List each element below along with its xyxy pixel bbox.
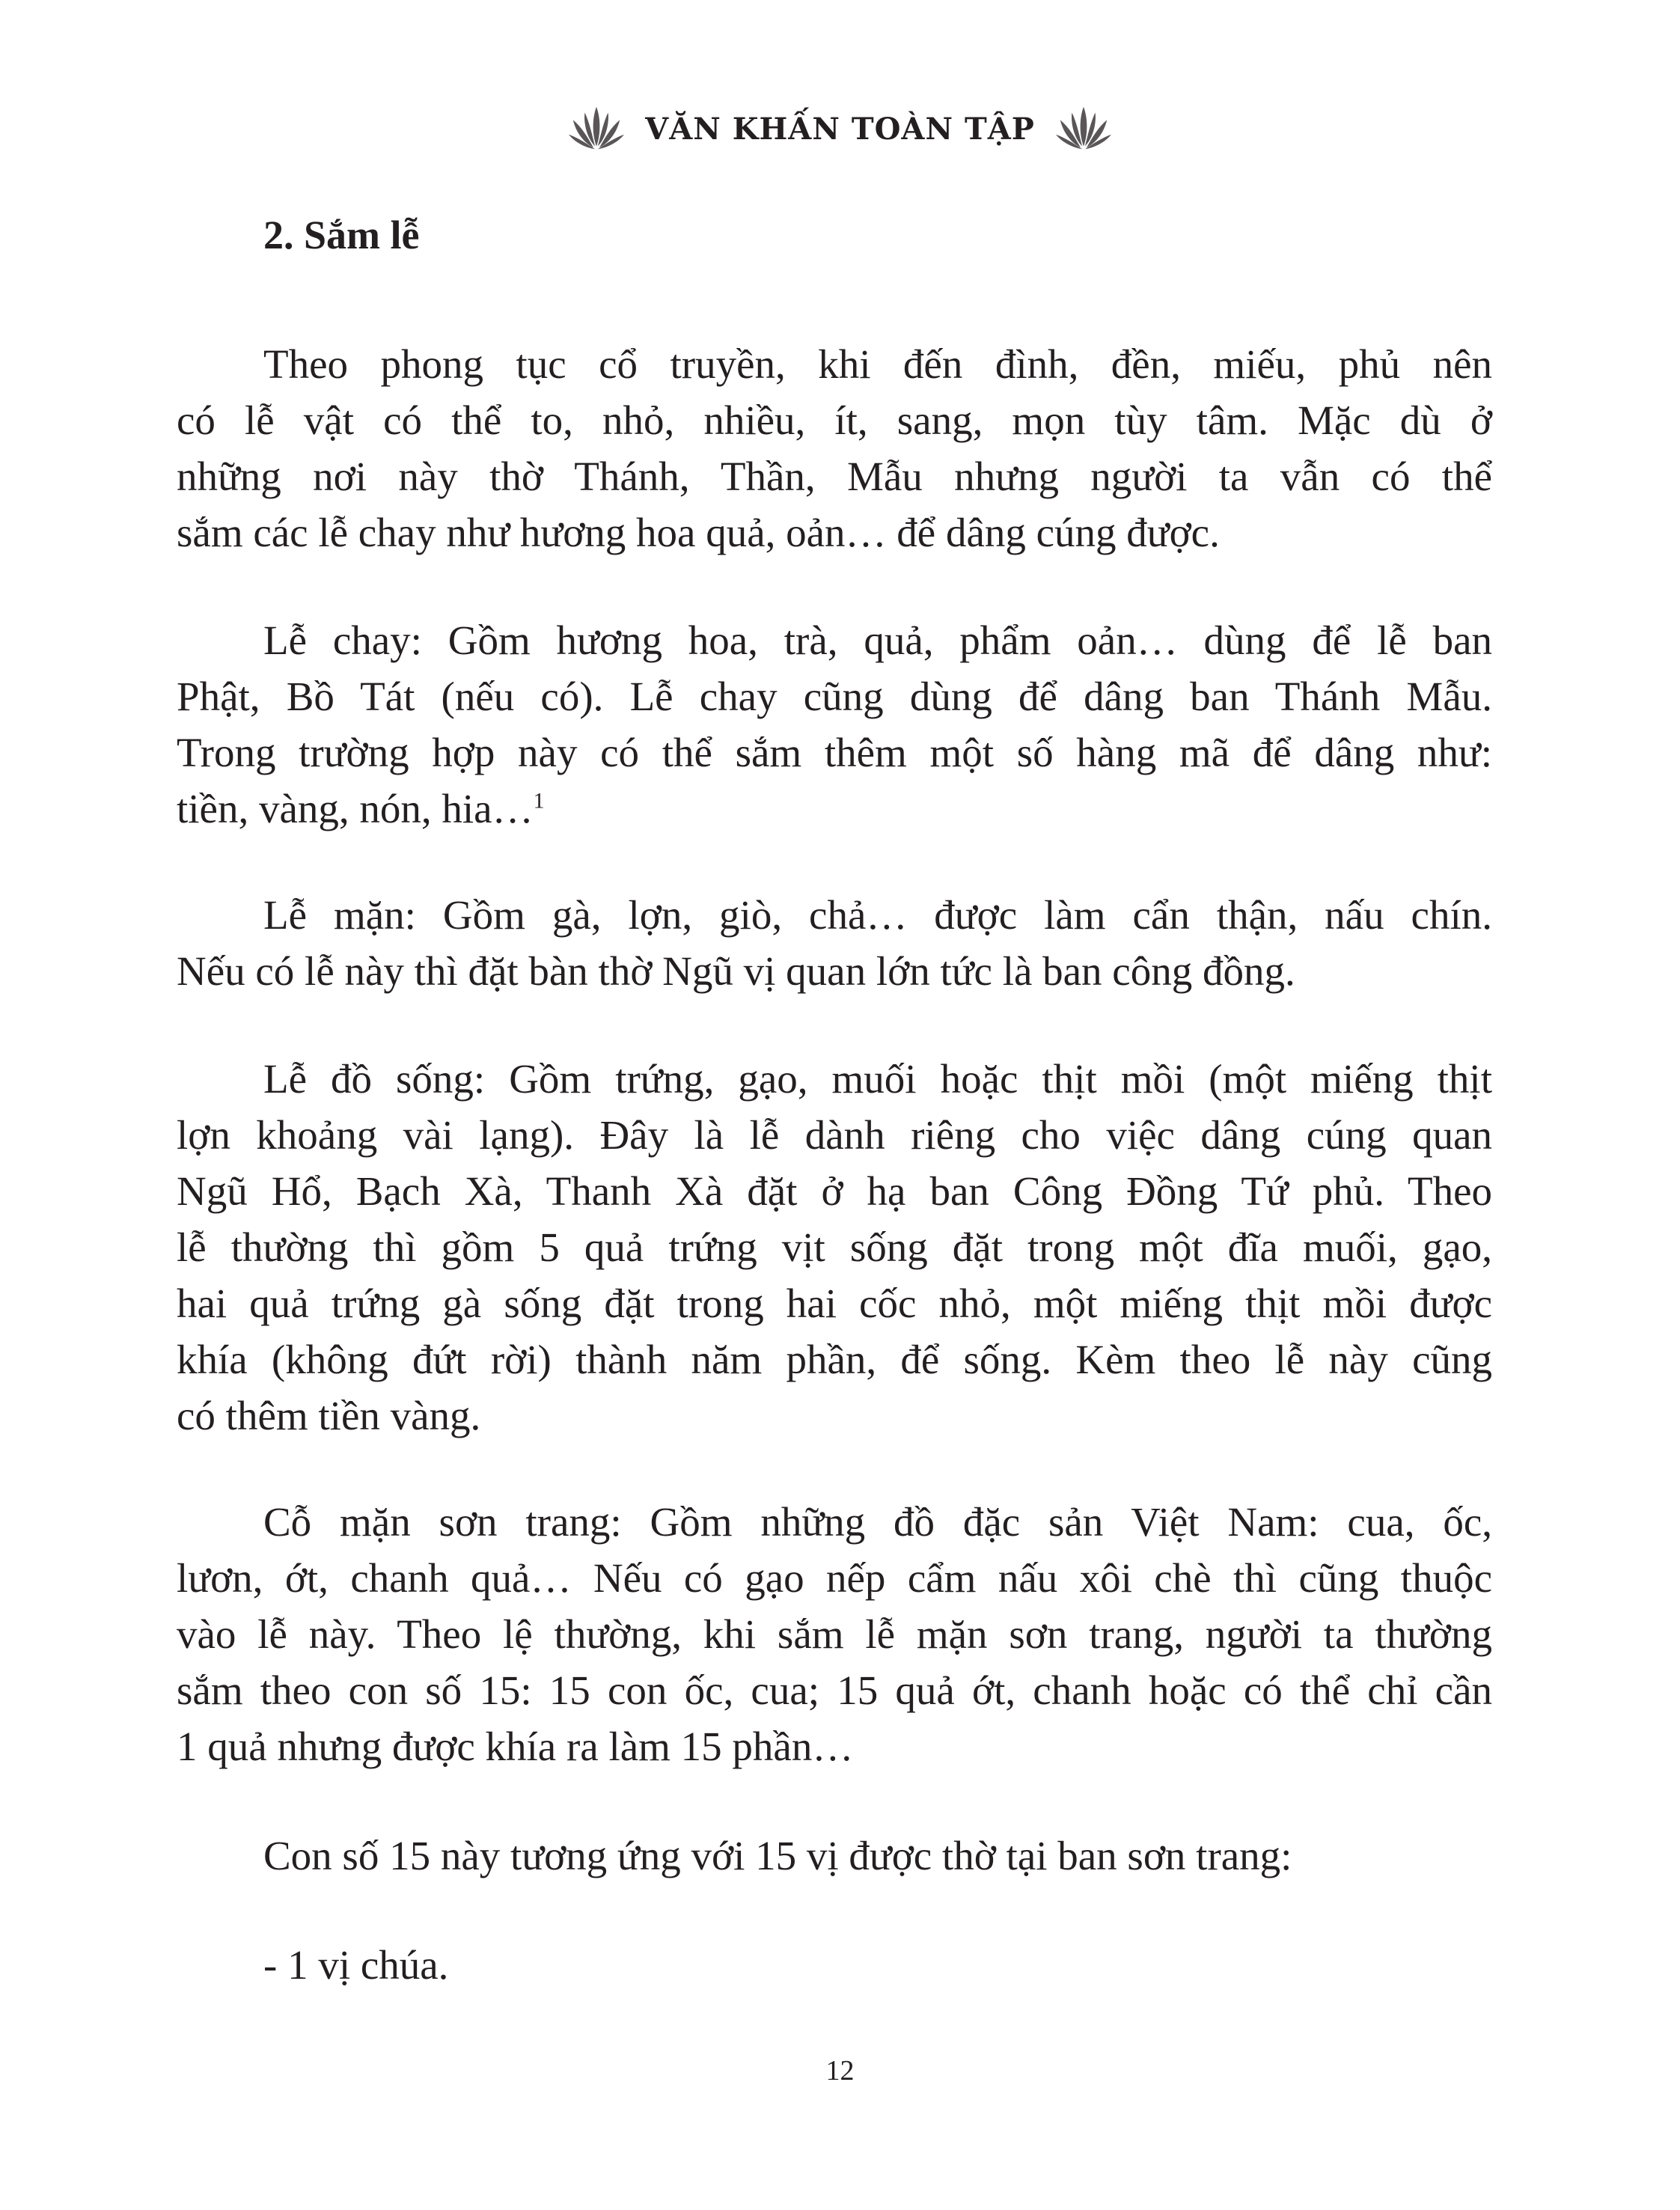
text-line-content: lươn, ớt, chanh quả… Nếu có gạo nếp cẩm nấu xôi chè thì cũng thuộc bbox=[177, 1555, 1492, 1601]
text-line-content: có thêm tiền vàng. bbox=[177, 1393, 481, 1438]
lotus-icon bbox=[567, 105, 626, 153]
page-number: 12 bbox=[825, 2055, 855, 2087]
text-line-content: sắm các lễ chay như hương hoa quả, oản… để dâng cúng được. bbox=[177, 510, 1220, 555]
text-line bbox=[177, 887, 1492, 943]
text-line bbox=[177, 1107, 1492, 1163]
paragraph bbox=[177, 1051, 1492, 1444]
footnote-marker[interactable]: 1 bbox=[533, 788, 545, 814]
text-line bbox=[177, 504, 1492, 561]
text-line-content: tiền, vàng, nón, hia… bbox=[177, 786, 534, 831]
text-line bbox=[177, 668, 1492, 724]
text-line bbox=[177, 1828, 1492, 1884]
header-title: VĂN KHẤN TOÀN TẬP bbox=[645, 111, 1035, 147]
paragraph bbox=[177, 1828, 1492, 1884]
text-line-content: có lễ vật có thể to, nhỏ, nhiều, ít, sang, mọn tùy tâm. Mặc dù ở bbox=[177, 397, 1492, 443]
text-line bbox=[177, 1662, 1492, 1718]
text-line bbox=[177, 448, 1492, 504]
text-line-content: Lễ đồ sống: Gồm trứng, gạo, muối hoặc thịt mồi (một miếng thịt bbox=[263, 1056, 1492, 1102]
section-title: 2. Sắm lễ bbox=[263, 213, 420, 257]
paragraph bbox=[177, 336, 1492, 561]
text-line bbox=[177, 336, 1492, 392]
text-line bbox=[177, 781, 1492, 837]
text-line-content: - 1 vị chúa. bbox=[263, 1942, 449, 1988]
text-line bbox=[177, 612, 1492, 668]
text-line bbox=[177, 1275, 1492, 1331]
text-line-content: lễ thường thì gồm 5 quả trứng vịt sống đặt trong một đĩa muối, gạo, bbox=[177, 1224, 1492, 1270]
text-line bbox=[177, 1331, 1492, 1388]
lotus-icon bbox=[1054, 105, 1113, 153]
running-header bbox=[0, 105, 1680, 153]
text-line bbox=[177, 1219, 1492, 1275]
text-line-content: Con số 15 này tương ứng với 15 vị được thờ tại ban sơn trang: bbox=[263, 1833, 1292, 1878]
text-line bbox=[177, 1051, 1492, 1107]
text-line bbox=[177, 1937, 1492, 1993]
paragraph bbox=[177, 887, 1492, 999]
text-line-content: khía (không đứt rời) thành năm phần, để sống. Kèm theo lễ này cũng bbox=[177, 1337, 1492, 1382]
text-line-content: Ngũ Hổ, Bạch Xà, Thanh Xà đặt ở hạ ban Công Đồng Tứ phủ. Theo bbox=[177, 1168, 1492, 1214]
text-line-content: 1 quả nhưng được khía ra làm 15 phần… bbox=[177, 1724, 854, 1769]
text-line-content: hai quả trứng gà sống đặt trong hai cốc nhỏ, một miếng thịt mồi được bbox=[177, 1280, 1492, 1326]
text-line bbox=[177, 1388, 1492, 1444]
text-line-content: Cỗ mặn sơn trang: Gồm những đồ đặc sản Việt Nam: cua, ốc, bbox=[263, 1499, 1492, 1545]
text-line bbox=[177, 1718, 1492, 1774]
paragraph bbox=[177, 1937, 1492, 1993]
text-line-content: Theo phong tục cổ truyền, khi đến đình, đền, miếu, phủ nên bbox=[263, 341, 1492, 387]
text-line-content: lợn khoảng vài lạng). Đây là lễ dành riêng cho việc dâng cúng quan bbox=[177, 1112, 1492, 1158]
text-line-content: Lễ chay: Gồm hương hoa, trà, quả, phẩm oản… dùng để lễ ban bbox=[263, 617, 1492, 663]
text-line-content: Nếu có lễ này thì đặt bàn thờ Ngũ vị quan lớn tức là ban công đồng. bbox=[177, 948, 1295, 994]
text-line-content: những nơi này thờ Thánh, Thần, Mẫu nhưng người ta vẫn có thể bbox=[177, 454, 1492, 499]
text-line-content: vào lễ này. Theo lệ thường, khi sắm lễ mặn sơn trang, người ta thường bbox=[177, 1611, 1492, 1657]
paragraph bbox=[177, 1494, 1492, 1774]
text-line-content: Trong trường hợp này có thể sắm thêm một số hàng mã để dâng như: bbox=[177, 730, 1492, 775]
text-line bbox=[177, 1163, 1492, 1219]
text-line-content: Lễ mặn: Gồm gà, lợn, giò, chả… được làm cẩn thận, nấu chín. bbox=[263, 892, 1492, 938]
text-line-content: sắm theo con số 15: 15 con ốc, cua; 15 quả ớt, chanh hoặc có thể chỉ cần bbox=[177, 1667, 1492, 1713]
text-line bbox=[177, 943, 1492, 999]
text-line bbox=[177, 392, 1492, 448]
text-line bbox=[177, 1550, 1492, 1606]
text-line bbox=[177, 1494, 1492, 1550]
paragraph bbox=[177, 612, 1492, 837]
text-line bbox=[177, 1606, 1492, 1662]
text-line bbox=[177, 724, 1492, 781]
text-line-content: Phật, Bồ Tát (nếu có). Lễ chay cũng dùng để dâng ban Thánh Mẫu. bbox=[177, 674, 1492, 719]
